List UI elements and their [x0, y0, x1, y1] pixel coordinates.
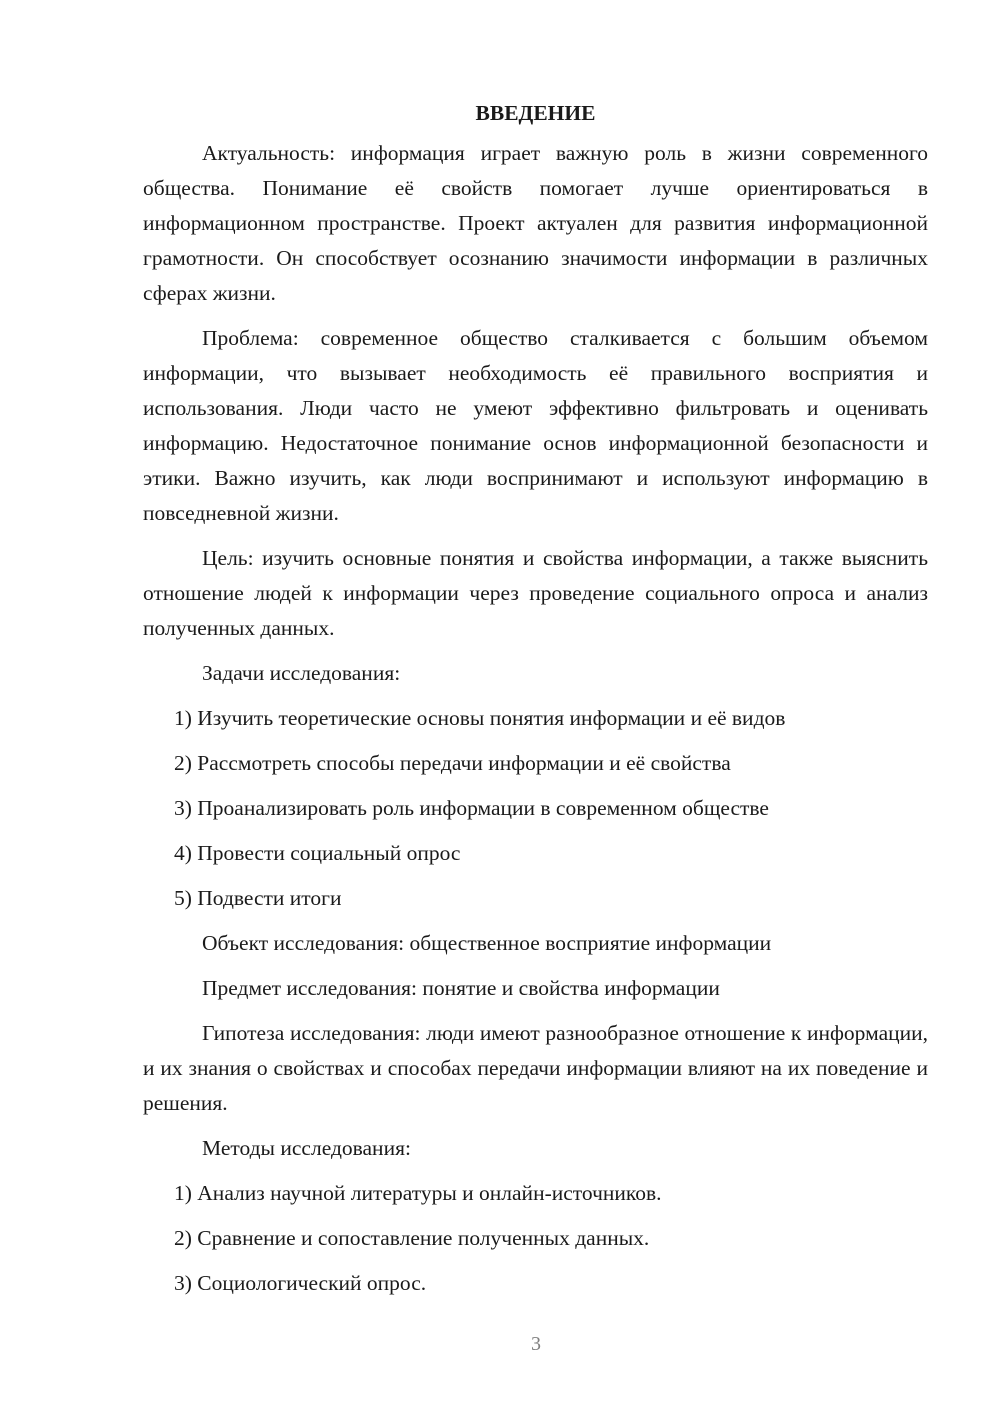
task-item: 2) Рассмотреть способы передачи информации и её свойства — [174, 751, 731, 775]
task-item: 5) Подвести итоги — [174, 886, 342, 910]
methods-title: Методы исследования: — [202, 1136, 411, 1160]
hypothesis-paragraph: Гипотеза исследования: люди имеют разнообразное отношение к информации, и их знания о свойствах и способах передачи информации влияют на их поведение и решения. — [143, 1021, 928, 1115]
subject-line: Предмет исследования: понятие и свойства информации — [202, 976, 720, 1000]
page-number: 3 — [531, 1333, 541, 1355]
task-item: 3) Проанализировать роль информации в современном обществе — [174, 796, 769, 820]
problem-paragraph: Проблема: современное общество сталкивается с большим объемом информации, что вызывает необходимость её правильного восприятия и использования. Люди часто не умеют эффективно фильтровать и оценивать информацию. Недостаточное понимание основ информационной безопасности и этики. Важно изучить, как люди воспринимают и используют информацию в повседневной жизни. — [143, 326, 928, 525]
task-item: 4) Провести социальный опрос — [174, 841, 461, 865]
tasks-title: Задачи исследования: — [202, 661, 401, 685]
task-item: 1) Изучить теоретические основы понятия информации и её видов — [174, 706, 786, 730]
relevance-paragraph: Актуальность: информация играет важную роль в жизни современного общества. Понимание её свойств помогает лучше ориентироваться в информационном пространстве. Проект актуален для развития информационной грамотности. Он способствует осознанию значимости информации в различных сферах жизни. — [143, 141, 928, 305]
object-line: Объект исследования: общественное восприятие информации — [202, 931, 772, 955]
section-heading: ВВЕДЕНИЕ — [475, 101, 596, 125]
method-item: 2) Сравнение и сопоставление полученных данных. — [174, 1226, 650, 1250]
goal-paragraph: Цель: изучить основные понятия и свойства информации, а также выяснить отношение людей к информации через проведение социального опроса и анализ полученных данных. — [143, 546, 928, 640]
method-item: 3) Социологический опрос. — [174, 1271, 427, 1295]
page-content — [143, 96, 928, 1311]
method-item: 1) Анализ научной литературы и онлайн-источников. — [174, 1181, 662, 1205]
